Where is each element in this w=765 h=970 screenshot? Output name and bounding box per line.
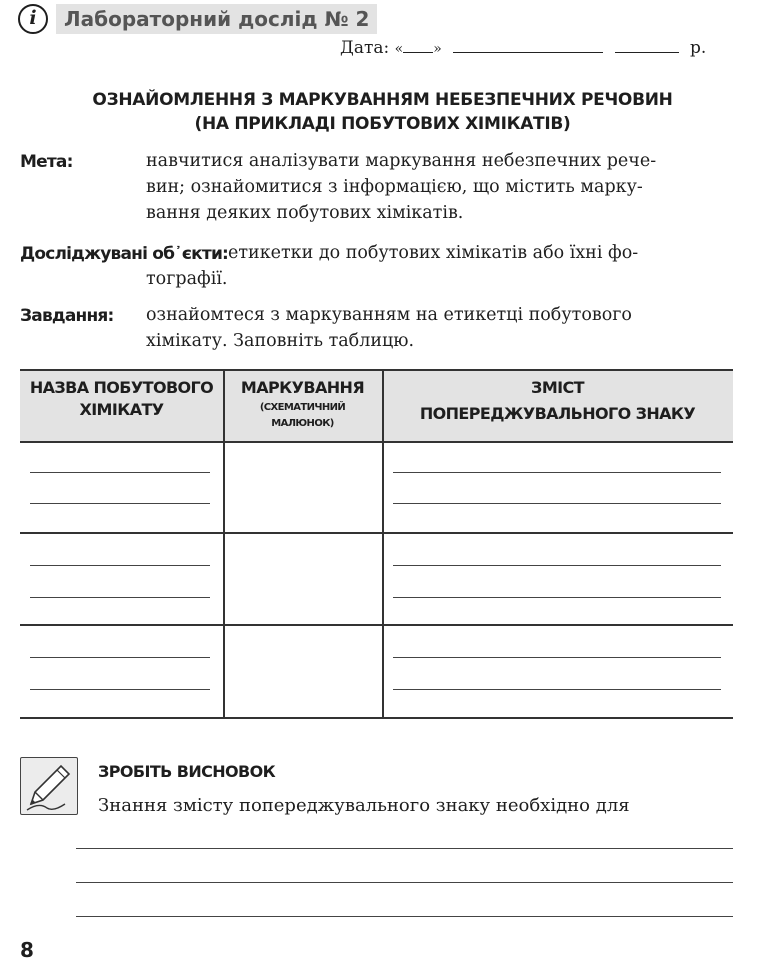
header-col3-line2: ПОПЕРЕДЖУВАЛЬНОГО ЗНАКУ [419,404,696,423]
content-fill-line[interactable] [393,657,721,658]
lab-title: Лабораторний дослід № 2 [56,4,377,34]
header-col3-line1: ЗМІСТ [531,378,584,397]
date-line [340,38,706,58]
task-table [20,369,733,719]
task-label: Завдання: [20,306,114,326]
goal-line-2: вин; ознайомитися з інформацією, що містить марку- [146,177,643,197]
title-line-2: (НА ПРИКЛАДІ ПОБУТОВИХ ХІМІКАТІВ) [194,114,571,134]
table-row-rule-1 [20,532,733,534]
conclusion-write-line[interactable] [76,882,733,883]
name-fill-line[interactable] [30,503,210,504]
info-icon: i [18,4,48,34]
header-chemical-name [20,371,223,443]
day-blank[interactable] [403,38,433,53]
table-header [20,369,733,443]
year-suffix: р. [690,38,707,58]
name-fill-line[interactable] [30,472,210,473]
task-text [146,302,734,354]
conclusion-write-line[interactable] [76,916,733,917]
header-warning-content [382,371,733,443]
objects-label: Досліджувані об᾽єкти: [20,244,229,264]
name-fill-line[interactable] [30,565,210,566]
name-fill-line[interactable] [30,689,210,690]
goal-label: Мета: [20,152,73,172]
task-line-2: хімікату. Заповніть таблицю. [146,331,415,351]
header-col1-line2: ХІМІКАТУ [79,400,164,419]
goal-line-1: навчитися аналізувати маркування небезпечних рече- [146,151,657,171]
conclusion-prompt: Знання змісту попереджувального знаку необхідно для [98,795,630,816]
conclusion-write-line[interactable] [76,848,733,849]
header-marking [223,371,382,443]
pencil-writing-icon [20,757,78,815]
title-line-1: ОЗНАЙОМЛЕННЯ З МАРКУВАННЯМ НЕБЕЗПЕЧНИХ РЕЧОВИН [92,90,673,110]
header-col1-line1: НАЗВА ПОБУТОВОГО [29,378,214,397]
content-fill-line[interactable] [393,689,721,690]
table-divider-2 [382,371,384,719]
date-label: Дата: [340,38,390,58]
objects-line-2: тографії. [146,269,228,289]
table-row-rule-2 [20,624,733,626]
conclusion-heading: ЗРОБІТЬ ВИСНОВОК [98,762,276,781]
year-blank[interactable] [615,38,679,53]
name-fill-line[interactable] [30,597,210,598]
page-title [0,88,765,136]
month-blank[interactable] [453,38,603,53]
table-divider-1 [223,371,225,719]
header-col2-sub1: (СХЕМАТИЧНИЙ [259,402,346,413]
content-fill-line[interactable] [393,503,721,504]
content-fill-line[interactable] [393,565,721,566]
header-col2-line1: МАРКУВАННЯ [240,378,365,397]
page-number: 8 [20,938,34,962]
table-bottom-rule [20,717,733,719]
goal-line-3: вання деяких побутових хімікатів. [146,203,464,223]
table-header-rule [20,441,733,443]
header-col2-sub2: МАЛЮНОК) [271,418,334,429]
content-fill-line[interactable] [393,472,721,473]
date-open-quote: « [394,41,404,57]
objects-line-1: етикетки до побутових хімікатів або їхні фо- [228,243,639,263]
date-close-quote: » [433,41,442,57]
task-line-1: ознайомтеся з маркуванням на етикетці побутового [146,305,632,325]
name-fill-line[interactable] [30,657,210,658]
content-fill-line[interactable] [393,597,721,598]
goal-text [146,148,734,226]
